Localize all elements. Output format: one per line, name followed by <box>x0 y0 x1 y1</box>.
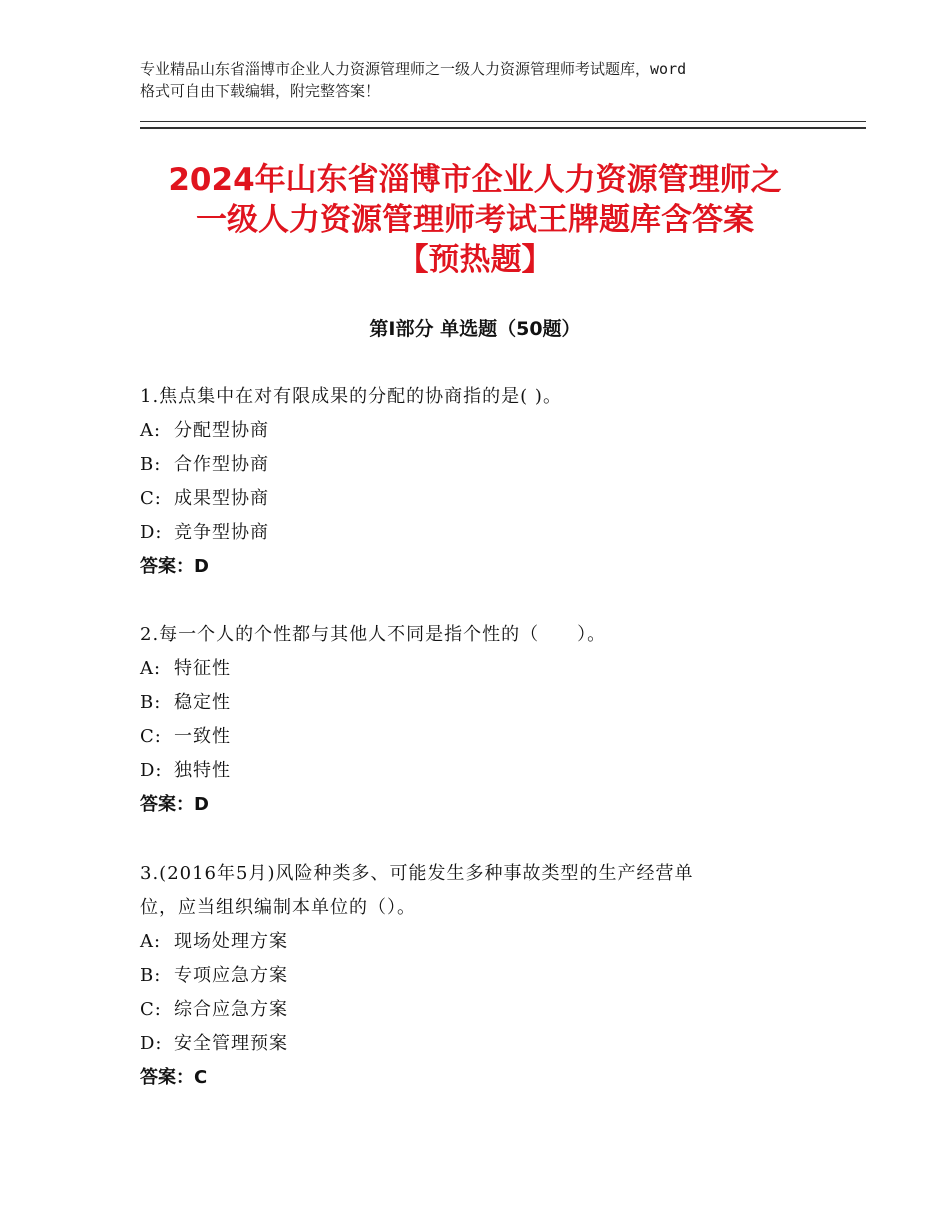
option-key: C: <box>140 726 162 747</box>
option-key: A: <box>140 931 162 952</box>
option-text: 稳定性 <box>174 692 231 713</box>
header-note <box>140 58 830 102</box>
option-text: 成果型协商 <box>174 488 269 509</box>
option-text: 竞争型协商 <box>174 522 269 543</box>
document-title-line-2: 一级人力资源管理师考试王牌题库含答案 <box>196 202 754 238</box>
option-key: B: <box>140 692 162 713</box>
option-key: D: <box>140 522 163 543</box>
option-key: B: <box>140 454 162 475</box>
option-text: 安全管理预案 <box>174 1033 288 1054</box>
option-d <box>140 754 800 788</box>
question-1 <box>140 380 800 584</box>
option-d <box>140 1027 800 1061</box>
option-key: A: <box>140 420 162 441</box>
option-d <box>140 516 800 550</box>
section-title: 第Ⅰ部分 单选题（50题） <box>369 318 581 340</box>
answer: 答案：D <box>140 794 209 815</box>
question-stem: 2.每一个人的个性都与其他人不同是指个性的（ ）。 <box>140 624 607 645</box>
option-text: 分配型协商 <box>174 420 269 441</box>
option-c <box>140 482 800 516</box>
answer: 答案：C <box>140 1067 208 1088</box>
option-b <box>140 448 800 482</box>
option-text: 现场处理方案 <box>174 931 288 952</box>
option-key: B: <box>140 965 162 986</box>
option-a <box>140 925 800 959</box>
question-2 <box>140 618 800 822</box>
option-text: 合作型协商 <box>174 454 269 475</box>
option-key: C: <box>140 488 162 509</box>
option-key: D: <box>140 760 163 781</box>
question-stem: 3.(2016年5月)风险种类多、可能发生多种事故类型的生产经营单 <box>140 863 694 884</box>
header-note-line-2: 格式可自由下载编辑，附完整答案！ <box>140 82 381 100</box>
header-note-line-1: 专业精品山东省淄博市企业人力资源管理师之一级人力资源管理师考试题库，word <box>140 60 687 78</box>
option-key: A: <box>140 658 162 679</box>
answer: 答案：D <box>140 556 209 577</box>
document-title-line-1: 2024年山东省淄博市企业人力资源管理师之 <box>168 162 782 198</box>
document-title <box>100 160 850 280</box>
option-b <box>140 686 800 720</box>
option-text: 独特性 <box>174 760 231 781</box>
option-key: C: <box>140 999 162 1020</box>
option-text: 专项应急方案 <box>174 965 288 986</box>
option-a <box>140 414 800 448</box>
option-c <box>140 993 800 1027</box>
header-divider <box>140 121 866 129</box>
option-text: 特征性 <box>174 658 231 679</box>
question-stem-continued: 位，应当组织编制本单位的（）。 <box>140 897 416 918</box>
option-key: D: <box>140 1033 163 1054</box>
document-title-line-3: 【预热题】 <box>397 242 553 278</box>
option-a <box>140 652 800 686</box>
option-text: 一致性 <box>174 726 231 747</box>
question-stem: 1.焦点集中在对有限成果的分配的协商指的是( )。 <box>140 386 562 407</box>
option-c <box>140 720 800 754</box>
option-text: 综合应急方案 <box>174 999 288 1020</box>
option-b <box>140 959 800 993</box>
question-3 <box>140 857 800 1095</box>
